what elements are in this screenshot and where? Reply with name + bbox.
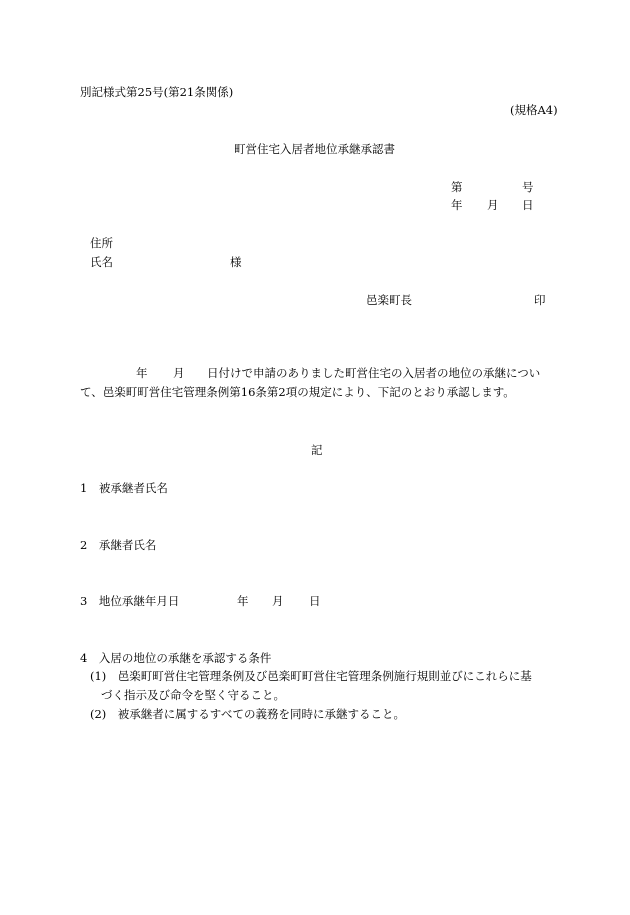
item-3-day: 日 bbox=[309, 594, 321, 608]
issue-year: 年 bbox=[451, 198, 463, 212]
document-title: 町営住宅入居者地位承継承認書 bbox=[234, 142, 395, 156]
item-3-month: 月 bbox=[272, 594, 284, 608]
issue-month: 月 bbox=[487, 198, 499, 212]
item-1: 1 被承継者氏名 bbox=[80, 481, 168, 495]
issue-day: 日 bbox=[522, 198, 534, 212]
doc-number-dai: 第 bbox=[451, 180, 463, 194]
body-date-month: 月 bbox=[173, 366, 185, 380]
body-line2: て、邑楽町町営住宅管理条例第16条第2項の規定により、下記のとおり承認します。 bbox=[80, 385, 515, 399]
doc-number-go: 号 bbox=[522, 180, 534, 194]
item-3-year: 年 bbox=[237, 594, 249, 608]
body-date-year: 年 bbox=[136, 366, 148, 380]
condition-2: (2) 被承継者に属するすべての義務を同時に承継すること。 bbox=[90, 707, 406, 721]
body-line1: 日付けで申請のありました町営住宅の入居者の地位の承継につい bbox=[207, 366, 541, 380]
address-label: 住所 bbox=[90, 236, 113, 250]
name-label: 氏名 bbox=[90, 255, 113, 269]
condition-1-line2: づく指示及び命令を堅く守ること。 bbox=[101, 688, 285, 702]
ki-heading: 記 bbox=[311, 443, 323, 457]
seal-mark: 印 bbox=[534, 293, 546, 307]
condition-1-line1: (1) 邑楽町町営住宅管理条例及び邑楽町町営住宅管理条例施行規則並びにこれらに基 bbox=[90, 669, 532, 683]
size-note: (規格A4) bbox=[510, 103, 558, 117]
form-number: 別記様式第25号(第21条関係) bbox=[80, 85, 234, 99]
issuer-title: 邑楽町長 bbox=[366, 293, 412, 307]
item-3-label: 3 地位承継年月日 bbox=[80, 594, 180, 608]
honorific: 様 bbox=[230, 255, 242, 269]
item-4-title: 4 入居の地位の承継を承認する条件 bbox=[80, 651, 272, 665]
item-2: 2 承継者氏名 bbox=[80, 538, 157, 552]
